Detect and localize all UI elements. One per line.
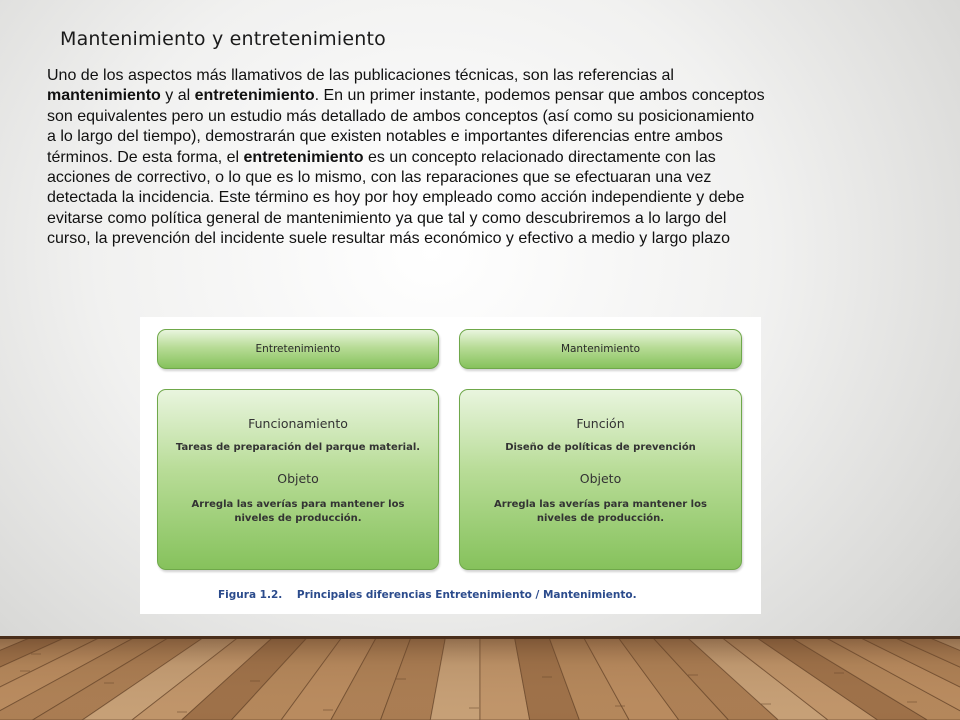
header-label: Mantenimiento <box>560 343 641 355</box>
term-entretenimiento: entretenimiento <box>194 87 315 105</box>
header-box-mantenimiento <box>459 329 742 369</box>
objeto-label: Objeto <box>579 471 622 486</box>
objeto-label: Objeto <box>277 471 319 486</box>
header-box-entretenimiento <box>157 329 439 369</box>
comparison-figure <box>140 317 761 614</box>
slide-title: Mantenimiento y entretenimiento <box>60 28 386 50</box>
objeto-description: Arregla las averías para mantener los niveles de producción. <box>191 499 405 524</box>
body-paragraph <box>47 66 767 250</box>
term-mantenimiento: mantenimiento <box>47 87 161 105</box>
content-title: Funcionamiento <box>248 416 348 431</box>
content-box-entretenimiento <box>157 389 439 570</box>
content-line: Diseño de políticas de prevención <box>505 442 696 453</box>
term-entretenimiento-2: entretenimiento <box>243 148 364 166</box>
content-title: Función <box>576 416 625 431</box>
content-box-mantenimiento <box>459 389 742 570</box>
content-line: Tareas de preparación del parque material. <box>175 442 421 453</box>
wood-floor <box>0 636 960 720</box>
paragraph-part: es un concepto relacionado directamente con las acciones de correctivo, o lo que es lo mismo, con las reparaciones que se efectuaran una vez detectada la incidencia. Este término es hoy por hoy empleado como acción independiente y debe evitarse como política general de mantenimiento ya que tal y como descubriremos a lo largo del curso, la prevención del incidente suele resultar más económico y efectivo a medio y largo plazo <box>47 148 745 248</box>
floor-edge <box>0 636 960 639</box>
header-label: Entretenimiento <box>255 343 341 355</box>
wood-floor-planks <box>0 636 960 720</box>
paragraph-part: y al <box>160 87 195 105</box>
figure-caption: Figura 1.2. Principales diferencias Entretenimiento / Mantenimiento. <box>218 589 637 601</box>
paragraph-part: . En un primer instante, podemos pensar que ambos conceptos son equivalentes pero un estudio más detallado de ambos conceptos (así como su posicionamiento a lo largo del tiempo), demostrarán que existen notables e importantes diferencias entre ambos términos. De esta forma, el <box>47 87 765 166</box>
paragraph-part: Uno de los aspectos más llamativos de las publicaciones técnicas, son las referencias al <box>47 67 674 84</box>
objeto-description: Arregla las averías para mantener los niveles de producción. <box>494 499 707 524</box>
